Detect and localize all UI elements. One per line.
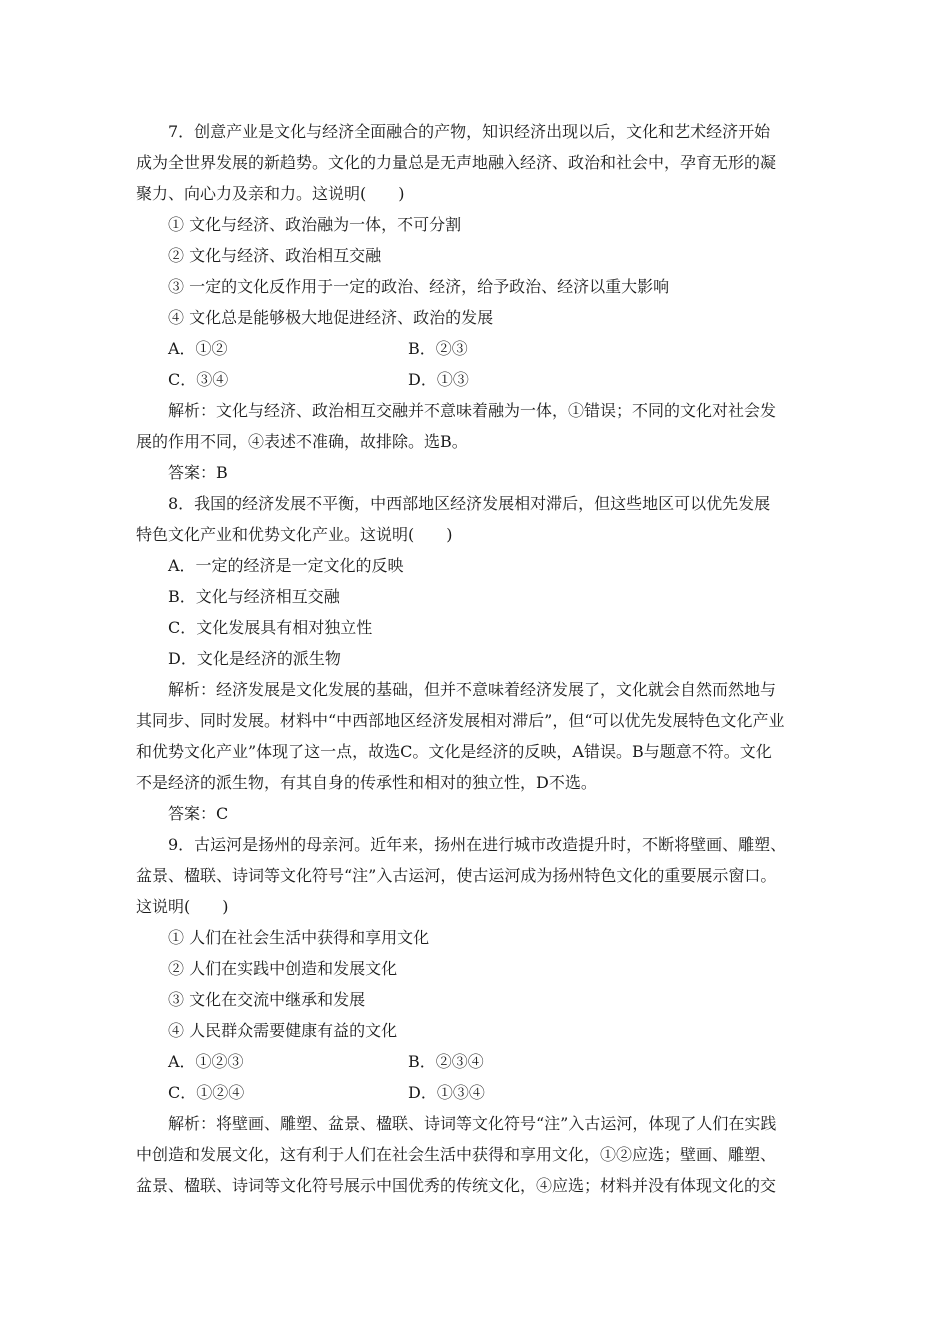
question-9-analysis-line: 中创造和发展文化，这有利于人们在社会生活中获得和享用文化，①②应选；壁画、雕塑、 bbox=[136, 1145, 777, 1164]
question-8-option-b: B．文化与经济相互交融 bbox=[168, 587, 340, 606]
document-body bbox=[136, 116, 816, 1201]
question-7-answer: 答案：B bbox=[168, 463, 228, 482]
question-9-stem-line: 9．古运河是扬州的母亲河。近年来，扬州在进行城市改造提升时，不断将壁画、雕塑、 bbox=[168, 835, 787, 854]
question-9-analysis-line: 解析：将壁画、雕塑、盆景、楹联、诗词等文化符号“注”入古运河，体现了人们在实践 bbox=[168, 1114, 777, 1133]
question-8-answer: 答案：C bbox=[168, 804, 229, 823]
question-9-item: ② 人们在实践中创造和发展文化 bbox=[168, 959, 398, 978]
question-7-option-c: C．③④ bbox=[168, 370, 229, 389]
question-7-options-row bbox=[136, 364, 816, 395]
question-8-option-a: A．一定的经济是一定文化的反映 bbox=[168, 556, 404, 575]
question-9-options-row bbox=[136, 1046, 816, 1077]
question-9-stem-line: 这说明( ) bbox=[136, 897, 229, 916]
question-7-analysis-line: 展的作用不同，④表述不准确，故排除。选B。 bbox=[136, 432, 468, 451]
question-7-option-b: B．②③ bbox=[408, 339, 468, 358]
question-9-option-b: B．②③④ bbox=[408, 1052, 484, 1071]
question-9-stem-line: 盆景、楹联、诗词等文化符号“注”入古运河，使古运河成为扬州特色文化的重要展示窗口。 bbox=[136, 866, 777, 885]
question-9-item: ① 人们在社会生活中获得和享用文化 bbox=[168, 928, 430, 947]
question-7-options-row bbox=[136, 333, 816, 364]
question-7-item: ③ 一定的文化反作用于一定的政治、经济，给予政治、经济以重大影响 bbox=[168, 277, 670, 296]
question-9-item: ③ 文化在交流中继承和发展 bbox=[168, 990, 366, 1009]
question-8-option-c: C．文化发展具有相对独立性 bbox=[168, 618, 373, 637]
question-7-item: ④ 文化总是能够极大地促进经济、政治的发展 bbox=[168, 308, 494, 327]
question-8-analysis-line: 解析：经济发展是文化发展的基础，但并不意味着经济发展了，文化就会自然而然地与 bbox=[168, 680, 777, 699]
question-9-option-c: C．①②④ bbox=[168, 1083, 245, 1102]
question-7-item: ② 文化与经济、政治相互交融 bbox=[168, 246, 382, 265]
question-9-option-a: A．①②③ bbox=[168, 1052, 244, 1071]
question-8-analysis-line: 不是经济的派生物，有其自身的传承性和相对的独立性，D不选。 bbox=[136, 773, 597, 792]
question-9 bbox=[136, 829, 816, 1201]
question-9-item: ④ 人民群众需要健康有益的文化 bbox=[168, 1021, 398, 1040]
question-7-option-d: D．①③ bbox=[408, 370, 469, 389]
question-9-analysis-line: 盆景、楹联、诗词等文化符号展示中国优秀的传统文化，④应选；材料并没有体现文化的交 bbox=[136, 1176, 777, 1195]
question-7-item: ① 文化与经济、政治融为一体，不可分割 bbox=[168, 215, 462, 234]
question-8-stem-line: 8．我国的经济发展不平衡，中西部地区经济发展相对滞后，但这些地区可以优先发展 bbox=[168, 494, 771, 513]
question-7 bbox=[136, 116, 816, 488]
question-7-stem-line: 成为全世界发展的新趋势。文化的力量总是无声地融入经济、政治和社会中，孕育无形的凝 bbox=[136, 153, 777, 172]
question-9-option-d: D．①③④ bbox=[408, 1083, 485, 1102]
question-8-stem-line: 特色文化产业和优势文化产业。这说明( ) bbox=[136, 525, 453, 544]
question-7-stem-line: 7．创意产业是文化与经济全面融合的产物，知识经济出现以后，文化和艺术经济开始 bbox=[168, 122, 771, 141]
question-8 bbox=[136, 488, 816, 829]
question-8-option-d: D．文化是经济的派生物 bbox=[168, 649, 341, 668]
question-7-stem-line: 聚力、向心力及亲和力。这说明( ) bbox=[136, 184, 405, 203]
question-8-analysis-line: 和优势文化产业”体现了这一点，故选C。文化是经济的反映，A错误。B与题意不符。文化 bbox=[136, 742, 772, 761]
question-9-options-row bbox=[136, 1077, 816, 1108]
question-7-analysis-line: 解析：文化与经济、政治相互交融并不意味着融为一体，①错误；不同的文化对社会发 bbox=[168, 401, 777, 420]
question-8-analysis-line: 其同步、同时发展。材料中“中西部地区经济发展相对滞后”，但“可以优先发展特色文化产业 bbox=[136, 711, 785, 730]
question-7-option-a: A．①② bbox=[168, 339, 228, 358]
